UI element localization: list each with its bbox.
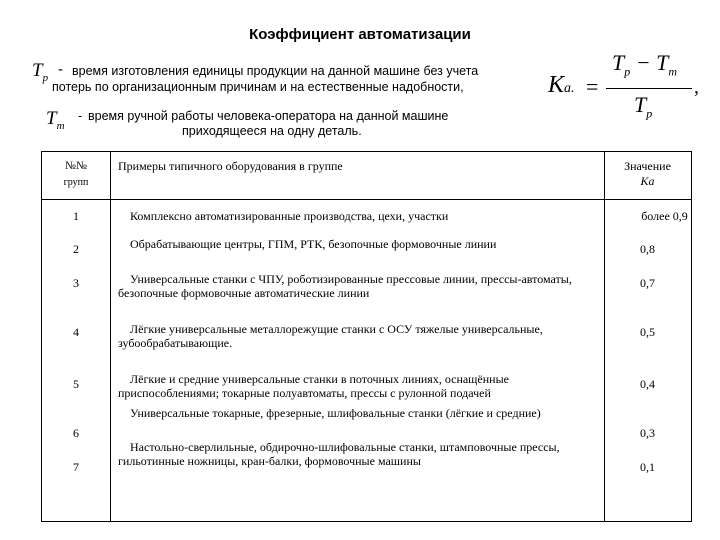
tp-dash: -	[58, 61, 63, 78]
row-value: 0,5	[640, 325, 655, 339]
formula-equals: =	[586, 74, 599, 99]
fraction-bar	[606, 88, 692, 89]
tp-description-line2: потерь по организационным причинам и на естественные надобности,	[52, 80, 464, 94]
tp-description-line1: время изготовления единицы продукции на данной машине без учета	[72, 64, 479, 78]
header-divider	[42, 199, 691, 200]
header-num: №№	[65, 160, 87, 172]
row-num: 5	[73, 377, 79, 391]
header-value-sub: Ka	[640, 174, 655, 188]
row-example: Универсальные станки с ЧПУ, роботизированные прессовые линии, прессы-автоматы, безопочные формовочные автоматические линии	[118, 272, 572, 300]
formula-comma: ,	[694, 76, 699, 98]
row-example: Обрабатывающие центры, ГПМ, РТК, безопочные формовочные линии	[130, 237, 497, 251]
tm-description-line2: приходящееся на одну деталь.	[182, 124, 362, 138]
tm-dash: -	[78, 109, 83, 123]
automation-table	[41, 151, 692, 522]
row-value: 0,3	[640, 426, 655, 440]
row-num: 2	[73, 242, 79, 256]
row-num: 7	[73, 460, 79, 474]
row-value: более 0,9	[641, 209, 688, 223]
row-num: 4	[73, 325, 79, 339]
header-value: Значение	[624, 159, 671, 173]
formula-numerator: $T_p - T_m$	[612, 50, 678, 79]
row-example: Лёгкие универсальные металлорежущие станки с ОСУ тяжелые универсальные, зубообрабатывающие.	[118, 322, 543, 350]
row-num: 1	[73, 209, 79, 223]
header-num-sub: групп	[63, 177, 89, 188]
formula-lhs: Ka.	[548, 72, 575, 98]
row-value: 0,8	[640, 242, 655, 256]
row-num: 6	[73, 426, 79, 440]
row-value: 0,1	[640, 460, 655, 474]
row-example: Настольно-сверлильные, обдирочно-шлифовальные станки, штамповочные прессы, гильотинные ножницы, кран-балки, формовочные машины	[118, 440, 560, 468]
tm-description-line1: время ручной работы человека-оператора на данной машине	[88, 109, 449, 123]
row-example: Комплексно автоматизированные производства, цехи, участки	[130, 209, 449, 223]
header-examples: Примеры типичного оборудования в группе	[118, 159, 343, 173]
tp-symbol: $T_p$	[32, 60, 49, 84]
page-title: Коэффициент автоматизации	[249, 26, 471, 43]
column-divider	[110, 152, 111, 521]
row-value: 0,7	[640, 276, 655, 290]
row-value: 0,4	[640, 377, 655, 391]
formula-denominator: $T_p$	[634, 92, 653, 121]
row-example: Лёгкие и средние универсальные станки в поточных линиях, оснащённые приспособлениями; токарные полуавтоматы, прессы с рулонной подачей	[118, 372, 509, 400]
row-num: 3	[73, 276, 79, 290]
tm-symbol: $T_m$	[46, 108, 65, 132]
row-example: Универсальные токарные, фрезерные, шлифовальные станки (лёгкие и средние)	[130, 406, 541, 420]
